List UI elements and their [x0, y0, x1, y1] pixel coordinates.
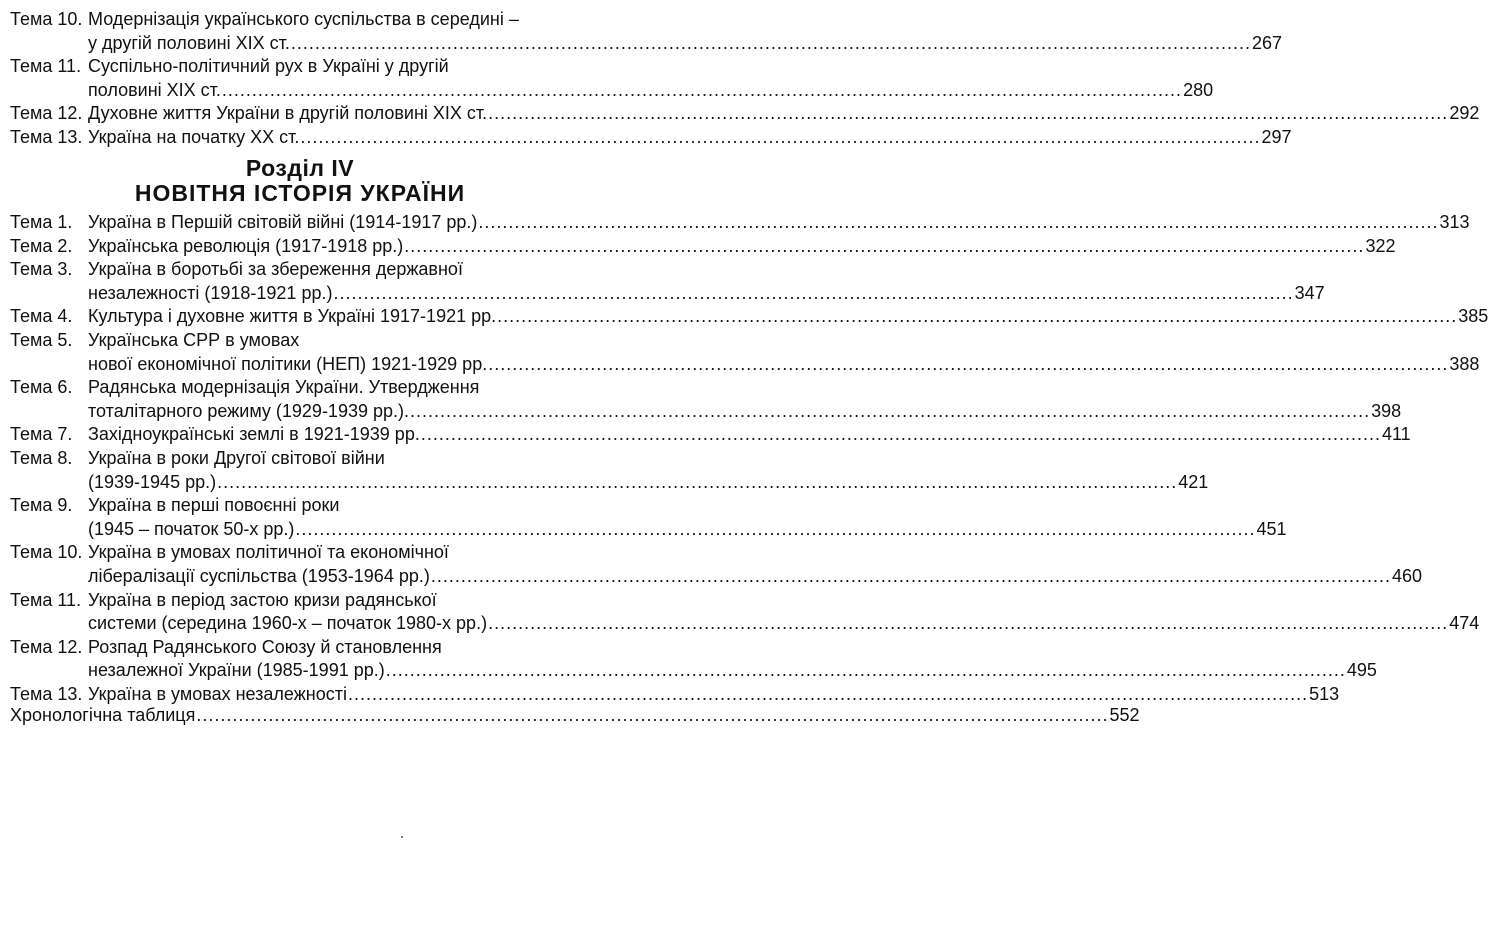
- entry-title: незалежності (1918-1921 рр.): [88, 282, 333, 303]
- entry-title: (1945 – початок 50-х рр.): [88, 518, 295, 539]
- entry-title: Україна в умовах незалежності: [88, 683, 347, 704]
- toc-entry: [10, 258, 1325, 305]
- toc-entry: [10, 126, 1292, 150]
- entry-last-line: [88, 32, 1283, 56]
- toc-entry: [10, 305, 1488, 329]
- page-number: 388: [1449, 353, 1480, 374]
- leader-dots: ................................................................................................................................................................: [488, 353, 1449, 374]
- entry-title: лібералізації суспільства (1953-1964 рр.): [88, 565, 430, 586]
- page-number: 280: [1183, 79, 1214, 100]
- entry-last-line: [88, 305, 1488, 329]
- leader-dots: ........................................................................................................................................................: [196, 705, 1109, 725]
- entry-last-line: [88, 659, 1377, 683]
- entry-body: [88, 305, 1488, 329]
- entry-line: Україна в період застою кризи радянської: [88, 589, 437, 610]
- page-number: 411: [1382, 424, 1411, 445]
- section-title: НОВІТНЯ ІСТОРІЯ УКРАЇНИ: [134, 180, 466, 206]
- entry-body: [88, 211, 1470, 235]
- leader-dots: ................................................................................................................................................................: [420, 424, 1381, 445]
- entry-line: Суспільно-політичний рух в Україні у другій: [88, 56, 449, 77]
- topic-label: Тема 7.: [10, 424, 73, 445]
- toc-entry: [10, 329, 1480, 376]
- topic-label: Тема 8.: [10, 447, 73, 468]
- leader-dots: ................................................................................................................................................................: [300, 126, 1261, 147]
- leader-dots: ................................................................................................................................................................: [488, 103, 1449, 124]
- entry-body: [10, 704, 1140, 728]
- toc-entry: [10, 494, 1287, 541]
- toc-entry: [10, 8, 1283, 55]
- topic-label: Тема 11.: [10, 56, 82, 77]
- topic-label: Тема 4.: [10, 306, 73, 327]
- entry-last-line: [88, 612, 1480, 636]
- entry-body: [88, 636, 1377, 683]
- topic-label: Тема 3.: [10, 259, 73, 280]
- entry-body: [88, 447, 1209, 494]
- entry-last-line: [88, 518, 1287, 542]
- leader-dots: ................................................................................................................................................................: [478, 212, 1439, 232]
- entry-body: [88, 494, 1287, 541]
- page-number: 313: [1439, 212, 1470, 232]
- topic-label: Тема 5.: [10, 329, 73, 350]
- toc-entry: [10, 683, 1340, 707]
- leader-dots: ................................................................................................................................................................: [430, 565, 1392, 586]
- entry-title: незалежної України (1985-1991 рр.): [88, 660, 385, 681]
- toc-entry: [10, 589, 1480, 636]
- entry-body: [88, 541, 1423, 588]
- section-4-list: [10, 211, 1488, 706]
- entry-body: [88, 376, 1402, 423]
- page-number: 451: [1256, 518, 1287, 539]
- page-number: 292: [1449, 103, 1480, 124]
- topic-label: Тема 10.: [10, 9, 83, 29]
- entry-title: нової економічної політики (НЕП) 1921-1929 рр.: [88, 353, 488, 374]
- entry-line: Розпад Радянського Союзу й становлення: [88, 636, 442, 657]
- toc-entry: [10, 235, 1396, 259]
- entry-body: [88, 589, 1480, 636]
- topic-label: Тема 6.: [10, 377, 73, 398]
- page-number: 347: [1294, 282, 1325, 303]
- entry-last-line: [88, 102, 1480, 126]
- page-number: 460: [1392, 565, 1423, 586]
- entry-last-line: [88, 471, 1209, 495]
- topic-label: Тема 12.: [10, 636, 83, 657]
- entry-line: Модернізація українського суспільства в середині –: [88, 9, 519, 29]
- toc-entry: [10, 102, 1480, 126]
- leader-dots: ................................................................................................................................................................: [410, 400, 1371, 421]
- entry-title: Духовне життя України в другій половині XIX ст.: [88, 103, 488, 124]
- leader-dots: ................................................................................................................................................................: [290, 32, 1251, 53]
- page-number: 385: [1458, 306, 1488, 327]
- toc-entry: [10, 376, 1402, 423]
- leader-dots: ................................................................................................................................................................: [221, 79, 1183, 100]
- page-number: 421: [1178, 471, 1209, 492]
- leader-dots: ................................................................................................................................................................: [488, 613, 1449, 634]
- page-number: 474: [1449, 613, 1480, 634]
- entry-line: Україна в перші повоєнні роки: [88, 495, 340, 516]
- leader-dots: ................................................................................................................................................................: [217, 471, 1178, 492]
- topic-label: Тема 10.: [10, 542, 83, 563]
- toc-entry: [10, 423, 1411, 447]
- entry-body: [88, 329, 1480, 376]
- entry-last-line: [88, 235, 1396, 259]
- page-number: 495: [1346, 660, 1377, 681]
- entry-body: [88, 55, 1214, 102]
- entry-title: Хронологічна таблиця: [10, 705, 196, 725]
- entry-last-line: [88, 565, 1423, 589]
- entry-title: Західноукраїнські землі в 1921-1939 рр.: [88, 424, 420, 445]
- toc-entry: [10, 447, 1209, 494]
- page-number: 267: [1252, 32, 1283, 53]
- topic-label: Тема 11.: [10, 589, 82, 610]
- entry-line: Україна в боротьбі за збереження державної: [88, 259, 463, 280]
- entry-last-line: [10, 704, 1140, 728]
- entry-title: Українська революція (1917-1918 рр.): [88, 235, 404, 256]
- page-number: 297: [1261, 126, 1292, 147]
- entry-last-line: [88, 79, 1214, 103]
- entry-body: [88, 8, 1283, 55]
- page-number: 322: [1365, 235, 1396, 256]
- section-number: Розділ IV: [245, 155, 355, 181]
- entry-body: [88, 683, 1340, 707]
- entry-body: [88, 258, 1325, 305]
- entry-title: Культура і духовне життя в Україні 1917-1921 рр.: [88, 306, 497, 327]
- toc-entry: [10, 636, 1377, 683]
- entry-last-line: [88, 683, 1340, 707]
- topic-label: Тема 13.: [10, 683, 83, 704]
- entry-title: Україна на початку XX ст.: [88, 126, 300, 147]
- leader-dots: ................................................................................................................................................................: [333, 282, 1294, 303]
- chronology-entry: [10, 704, 1140, 728]
- entry-last-line: [88, 211, 1470, 235]
- page-number: 513: [1309, 683, 1340, 704]
- entry-last-line: [88, 282, 1325, 306]
- entry-line: Україна в умовах політичної та економічної: [88, 542, 449, 563]
- entry-title: Україна в Першій світовій війні (1914-1917 рр.): [88, 212, 478, 232]
- topic-label: Тема 12.: [10, 103, 83, 124]
- entry-title: у другій половині XIX ст.: [88, 32, 290, 53]
- toc-entry: [10, 55, 1214, 102]
- entry-body: [88, 235, 1396, 259]
- topic-label: Тема 13.: [10, 126, 83, 147]
- leader-dots: ................................................................................................................................................................: [497, 306, 1458, 327]
- leader-dots: ................................................................................................................................................................: [404, 235, 1365, 256]
- section-3-tail-list: [10, 8, 1480, 150]
- page-number: 552: [1109, 705, 1140, 725]
- entry-title: половині XIX ст.: [88, 79, 221, 100]
- topic-label: Тема 9.: [10, 495, 73, 516]
- entry-body: [88, 102, 1480, 126]
- entry-title: системи (середина 1960-х – початок 1980-х рр.): [88, 613, 488, 634]
- toc-entry: [10, 704, 1140, 728]
- entry-line: Україна в роки Другої світової війни: [88, 447, 385, 468]
- entry-last-line: [88, 353, 1480, 377]
- toc-entry: [10, 541, 1423, 588]
- entry-last-line: [88, 400, 1402, 424]
- print-speck: [401, 836, 403, 838]
- entry-title: тоталітарного режиму (1929-1939 рр.).: [88, 400, 409, 421]
- topic-label: Тема 1.: [10, 212, 73, 232]
- entry-line: Радянська модернізація України. Утвердження: [88, 377, 480, 398]
- entry-last-line: [88, 423, 1411, 447]
- page-number: 398: [1371, 400, 1402, 421]
- entry-body: [88, 126, 1292, 150]
- entry-line: Українська СРР в умовах: [88, 329, 300, 350]
- topic-label: Тема 2.: [10, 235, 73, 256]
- leader-dots: ................................................................................................................................................................: [295, 518, 1256, 539]
- toc-entry: [10, 211, 1470, 235]
- leader-dots: ................................................................................................................................................................: [347, 683, 1309, 704]
- leader-dots: ................................................................................................................................................................: [385, 660, 1346, 681]
- entry-body: [88, 423, 1411, 447]
- entry-title: (1939-1945 рр.): [88, 471, 217, 492]
- entry-last-line: [88, 126, 1292, 150]
